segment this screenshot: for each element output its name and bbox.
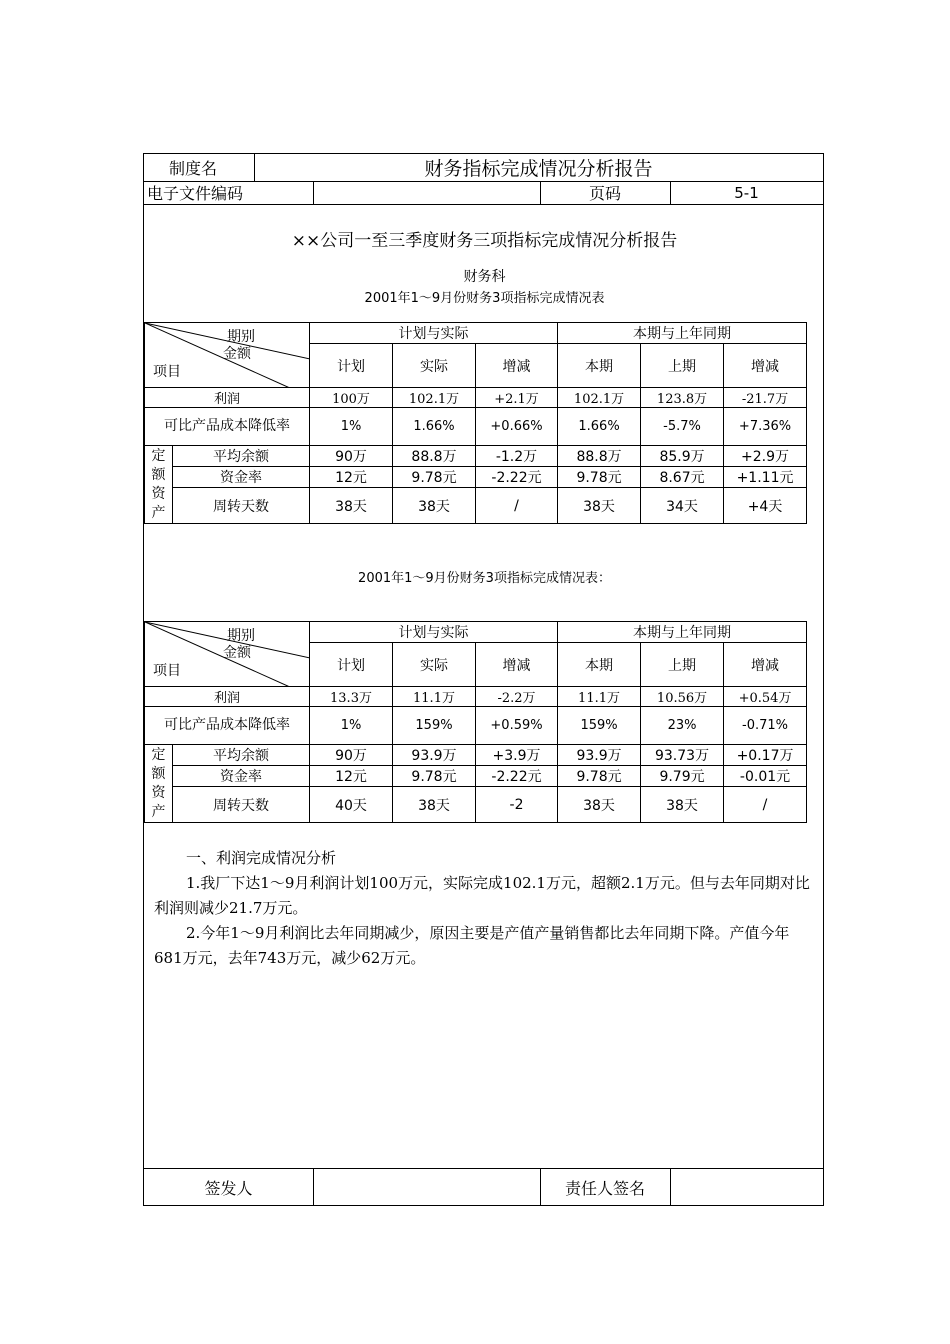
group-header-period-compare: 本期与上年同期 [558,323,807,344]
issuer-label: 签发人 [204,1178,253,1198]
row-label: 可比产品成本降低率 [145,408,310,446]
table-cell: +0.59% [476,707,558,745]
table-cell: +3.9万 [476,745,558,766]
table-cell: 38天 [393,787,476,823]
table-cell: 90万 [310,745,393,766]
table-cell: -2.22元 [476,766,558,787]
table-cell: 38天 [641,787,724,823]
table-cell: +7.36% [724,408,807,446]
page-value: 5-1 [734,183,759,202]
table-cell: 93.73万 [641,745,724,766]
col-header-change-yoy: 增减 [724,344,807,388]
corner-item-label: 项目 [153,663,181,679]
row-label: 周转天数 [173,488,310,524]
table-cell: 11.1万 [393,687,476,707]
document-frame [143,153,824,1206]
issuer-value[interactable] [314,1169,540,1205]
system-name-value: 财务指标完成情况分析报告 [424,158,653,180]
table-cell: 23% [641,707,724,745]
table-cell: 9.78元 [558,766,641,787]
table-cell: 8.67元 [641,467,724,488]
col-header-change: 增减 [476,344,558,388]
col-header-current: 本期 [558,344,641,388]
corner-period-label: 期别 [227,329,255,345]
page-label: 页码 [588,184,621,203]
system-name-label: 制度名 [169,159,218,178]
table-cell: 100万 [310,388,393,408]
table-cell: 123.8万 [641,388,724,408]
table-cell: 159% [393,707,476,745]
table-row [145,787,807,823]
row-label: 平均余额 [173,745,310,766]
table-cell: +1.11元 [724,467,807,488]
table-cell: 102.1万 [558,388,641,408]
col-header-prior: 上期 [641,344,724,388]
table-cell: 159% [558,707,641,745]
corner-period-label: 期别 [227,628,255,644]
corner-item-label: 项目 [153,364,181,380]
signature-row [144,1168,823,1205]
table-row [145,687,807,707]
fixed-asset-group-label: 定额资产 [145,446,173,524]
table-cell: 9.78元 [393,766,476,787]
table-cell: 38天 [558,488,641,524]
table-row [145,707,807,745]
table-cell: 1.66% [558,408,641,446]
table-cell: -5.7% [641,408,724,446]
corner-amount-label: 金额 [223,346,251,362]
table-cell: -1.2万 [476,446,558,467]
col-header-prior: 上期 [641,643,724,687]
table-cell: 9.78元 [393,467,476,488]
group-header-plan-actual: 计划与实际 [310,323,558,344]
col-header-actual: 实际 [393,643,476,687]
analysis-paragraph-1: 1.我厂下达1～9月利润计划100万元，实际完成102.1万元，超额2.1万元。但与去年同期对比利润则减少21.7万元。 [154,874,810,917]
row-label: 资金率 [173,766,310,787]
analysis-section [154,846,814,971]
group-header-period-compare: 本期与上年同期 [558,622,807,643]
table-cell: 12元 [310,766,393,787]
table-cell: 38天 [558,787,641,823]
table-cell: -2.22元 [476,467,558,488]
file-code-value[interactable] [314,181,540,204]
table-cell: 38天 [310,488,393,524]
table-cell: -2 [476,787,558,823]
table-cell: 9.78元 [558,467,641,488]
table-cell: +0.17万 [724,745,807,766]
indicator-table-2 [144,621,807,823]
table2-caption: 2001年1～9月份财务3项指标完成情况表： [358,571,611,586]
table-cell: -0.01元 [724,766,807,787]
table-cell: -21.7万 [724,388,807,408]
table-row [145,446,807,467]
responsible-value[interactable] [671,1169,823,1205]
table-cell: 40天 [310,787,393,823]
table-cell: +2.1万 [476,388,558,408]
corner-header [145,622,310,687]
indicator-table-1 [144,322,807,524]
col-header-change: 增减 [476,643,558,687]
row-label: 利润 [145,687,310,707]
table-cell: 102.1万 [393,388,476,408]
table-cell: 34天 [641,488,724,524]
table-cell: 88.8万 [558,446,641,467]
file-code-label: 电子文件编码 [147,184,244,203]
table-cell: -2.2万 [476,687,558,707]
col-header-plan: 计划 [310,344,393,388]
col-header-actual: 实际 [393,344,476,388]
table-cell: 1.66% [393,408,476,446]
table-cell: 1% [310,408,393,446]
row-label: 周转天数 [173,787,310,823]
responsible-label: 责任人签名 [564,1178,645,1198]
table-cell: +4天 [724,488,807,524]
corner-amount-label: 金额 [223,645,251,661]
table1-caption: 2001年1～9月份财务3项指标完成情况表 [364,291,605,306]
table-row [145,388,807,408]
report-department: 财务科 [463,269,506,285]
table-row [145,408,807,446]
col-header-current: 本期 [558,643,641,687]
header-row-code [144,181,823,205]
table-cell: 88.8万 [393,446,476,467]
row-label: 平均余额 [173,446,310,467]
table-cell: 11.1万 [558,687,641,707]
table-cell: / [476,488,558,524]
table-cell: 93.9万 [393,745,476,766]
col-header-change-yoy: 增减 [724,643,807,687]
table-row [145,467,807,488]
table-row [145,488,807,524]
table-cell: -0.71% [724,707,807,745]
analysis-heading: 一、利润完成情况分析 [186,849,337,867]
row-label: 利润 [145,388,310,408]
report-title: ××公司一至三季度财务三项指标完成情况分析报告 [291,231,678,251]
table-cell: +0.54万 [724,687,807,707]
table-cell: 93.9万 [558,745,641,766]
table-cell: 10.56万 [641,687,724,707]
table-cell: +2.9万 [724,446,807,467]
corner-header [145,323,310,388]
table-cell: 1% [310,707,393,745]
row-label: 资金率 [173,467,310,488]
table-cell: +0.66% [476,408,558,446]
analysis-paragraph-2: 2.今年1～9月利润比去年同期减少，原因主要是产值产量销售都比去年同期下降。产值今年681万元，去年743万元，减少62万元。 [154,924,790,967]
table-cell: 9.79元 [641,766,724,787]
col-header-plan: 计划 [310,643,393,687]
table-cell: / [724,787,807,823]
table-row [145,766,807,787]
group-header-plan-actual: 计划与实际 [310,622,558,643]
fixed-asset-group-label: 定额资产 [145,745,173,823]
table-cell: 85.9万 [641,446,724,467]
table-cell: 90万 [310,446,393,467]
table-row [145,745,807,766]
table-cell: 38天 [393,488,476,524]
table-cell: 13.3万 [310,687,393,707]
header-row-title [144,154,823,182]
row-label: 可比产品成本降低率 [145,707,310,745]
table-cell: 12元 [310,467,393,488]
